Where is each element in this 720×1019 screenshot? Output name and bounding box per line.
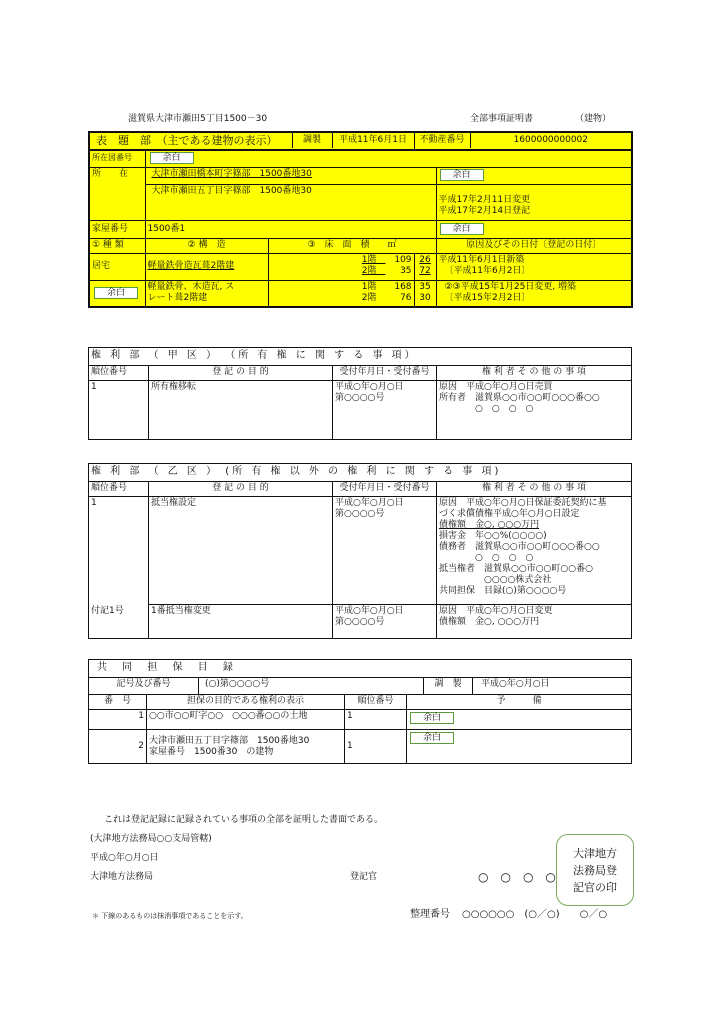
fudosan-label: 不動産番号: [419, 135, 465, 145]
col-cause: 原因及びその日付〔登記の日付〕: [436, 238, 632, 253]
mokuroku-title: 共 同 担 保 目 録: [89, 660, 632, 678]
blank-stamp: 余白: [440, 169, 484, 181]
floor-area-row: 2階 76: [361, 292, 412, 303]
building-kind: 居宅: [89, 253, 145, 280]
register-date: 〔平成15年2月2日〕: [444, 292, 531, 303]
seiri-value: ○○○○○○ (○／○) ○／○: [462, 909, 608, 920]
kigo-value: (○)第○○○○号: [199, 678, 424, 695]
register-date: 〔平成11年6月2日〕: [444, 265, 531, 276]
seiri-label: 整理番号: [410, 909, 450, 920]
floor-area-row: 1階 109: [361, 254, 412, 265]
mokuroku-table: [88, 659, 632, 764]
chosei-label: 調製: [292, 133, 332, 148]
officer-name: ○ ○ ○ ○: [478, 870, 556, 884]
table-row: 1 ○○市○○町字○○ ○○○番○○の土地 1 余白: [89, 710, 632, 730]
table-row: 2 大津市瀬田五丁目字篠部 1500番地30 家屋番号 1500番30 の建物 1 余白: [89, 730, 632, 764]
document-kind: （建物）: [575, 114, 612, 124]
blank-stamp: 余白: [440, 223, 484, 235]
col-purpose: 登 記 の 目 的: [149, 366, 333, 381]
otsuku-table: [88, 463, 632, 639]
shozai-old: 大津市瀬田橋本町字篠部 1500番地30: [145, 167, 436, 184]
blank-stamp: 余白: [410, 712, 454, 724]
kouku-table: [88, 347, 632, 440]
mokuroku-chosei-label: 調 製: [424, 678, 473, 695]
table-row: 付記1号 1番抵当権変更 平成○年○月○日 第○○○○号 原因 平成○年○月○日変更 債権額 金○, ○○○万円: [89, 605, 632, 639]
col-rank: 順位番号: [345, 695, 407, 710]
kouku-title: 権 利 部 （ 甲 区 ） （所 有 権 に 関 す る 事 項）: [89, 348, 632, 366]
col-floor-area: ③ 床 面 積 ㎡: [268, 238, 436, 253]
jurisdiction: (大津地方法務局○○支局管轄): [90, 834, 212, 844]
table-row: 1 抵当権設定 平成○年○月○日 第○○○○号 原因 平成○年○月○日保証委託契約に基 づく求償債権平成○年○月○日設定 債権額 金○, ○○○万円 損害金 年○○%(○○○○) 債務者 滋賀県○○市○○町○○○番○○ ○ ○ ○ ○ 抵当権者 滋賀県○○市○○町○○番○ ○○○○株式会社 共同担保 目録(○)第○○○○号: [89, 497, 632, 605]
building-structure: 軽量鉄骨造瓦葺2階建: [145, 253, 268, 280]
issue-date: 平成○年○月○日: [90, 853, 159, 863]
col-other: 権 利 者 そ の 他 の 事 項: [437, 482, 632, 497]
bureau-name: 大津地方法務局: [90, 872, 154, 882]
kigo-label: 記号及び番号: [89, 678, 199, 695]
shozai-register-date: 平成17年2月14日登記: [438, 205, 531, 216]
floor-area-row: 2階 35: [361, 265, 412, 276]
col-no: 番 号: [89, 695, 147, 710]
col-receipt: 受付年月日・受付番号: [333, 482, 437, 497]
shozai-new: 大津市瀬田五丁目字篠部 1500番地30: [145, 184, 436, 220]
shozai-label: 所 在: [89, 167, 145, 220]
shozai-change-date: 平成17年2月11日変更: [438, 194, 531, 205]
certification-text: これは登記記録に記録されている事項の全部を証明した書面である。: [104, 815, 384, 825]
hyodai-title: 表 題 部 （主である建物の表示）: [96, 134, 278, 147]
col-purpose: 登 記 の 目 的: [149, 482, 333, 497]
blank-stamp: 余白: [150, 152, 194, 164]
col-receipt: 受付年月日・受付番号: [333, 366, 437, 381]
blank-stamp: 余白: [94, 287, 138, 299]
official-seal: 大津地方 法務局登 記官の印: [556, 834, 634, 906]
col-structure: ② 構 造: [145, 238, 268, 253]
col-right: 担保の目的である権利の表示: [147, 695, 345, 710]
floor-area-row: 1階 168: [361, 281, 412, 292]
chosei-date: 平成11年6月1日: [332, 133, 414, 148]
cause-text: ②③平成15年1月25日変更, 増築: [444, 281, 577, 292]
col-rank: 順位番号: [89, 482, 149, 497]
table-row: 1 所有権移転 平成○年○月○日 第○○○○号 原因 平成○年○月○日売買 所有者 滋賀県○○市○○町○○○番○○ ○ ○ ○ ○: [89, 381, 632, 440]
hyodai-table: 表 題 部 （主である建物の表示） 調製 平成11年6月1日 不動産番号 1600000000002 所在図番号 余白 所 在 大津市瀬田橋本町字篠部 1500番地30 余白 大津市瀬田五丁目字篠部 1500番地30 平成17年2月11日変更 平成17年2月14日登記 家屋番号 1500番1 余白 ① 種 類 ② 構 造 ③ 床 面 積 ㎡ 原因及びその日付〔登記の日付〕 居宅 軽量鉄骨造瓦葺2階建 1階 109 2階 35 26 72 平成11年6月1日新築 〔平成11年6月2日〕 余白 軽量鉄骨、木造瓦, ス レート葺2階建 1階 168 2階 76 35 30 ②③平成15年1月25日変更, 増築 〔平成15年2月2日〕: [88, 131, 633, 308]
fudosan-number: 1600000000002: [470, 133, 632, 148]
col-kind: ① 種 類: [89, 238, 145, 253]
officer-label: 登記官: [350, 872, 378, 882]
kaoku-label: 家屋番号: [89, 220, 145, 238]
col-rank: 順位番号: [89, 366, 149, 381]
otsuku-title: 権 利 部 （ 乙 区 ） (所 有 権 以 外 の 権 利 に 関 す る 事 項): [89, 464, 632, 482]
mokuroku-chosei-value: 平成○年○月○日: [473, 678, 632, 695]
cause-text: 平成11年6月1日新築: [438, 254, 525, 265]
property-address: 滋賀県大津市瀬田5丁目1500－30: [128, 114, 268, 124]
col-other: 権 利 者 そ の 他 の 事 項: [437, 366, 632, 381]
underline-note: ＊ 下線のあるものは抹消事項であることを示す。: [92, 912, 248, 920]
blank-stamp: 余白: [410, 732, 454, 744]
col-note: 予 備: [407, 695, 632, 710]
kaoku-number: 1500番1: [145, 220, 436, 238]
shozai-zuban-label: 所在図番号: [89, 150, 145, 167]
document-title: 全部事項証明書: [470, 114, 534, 124]
